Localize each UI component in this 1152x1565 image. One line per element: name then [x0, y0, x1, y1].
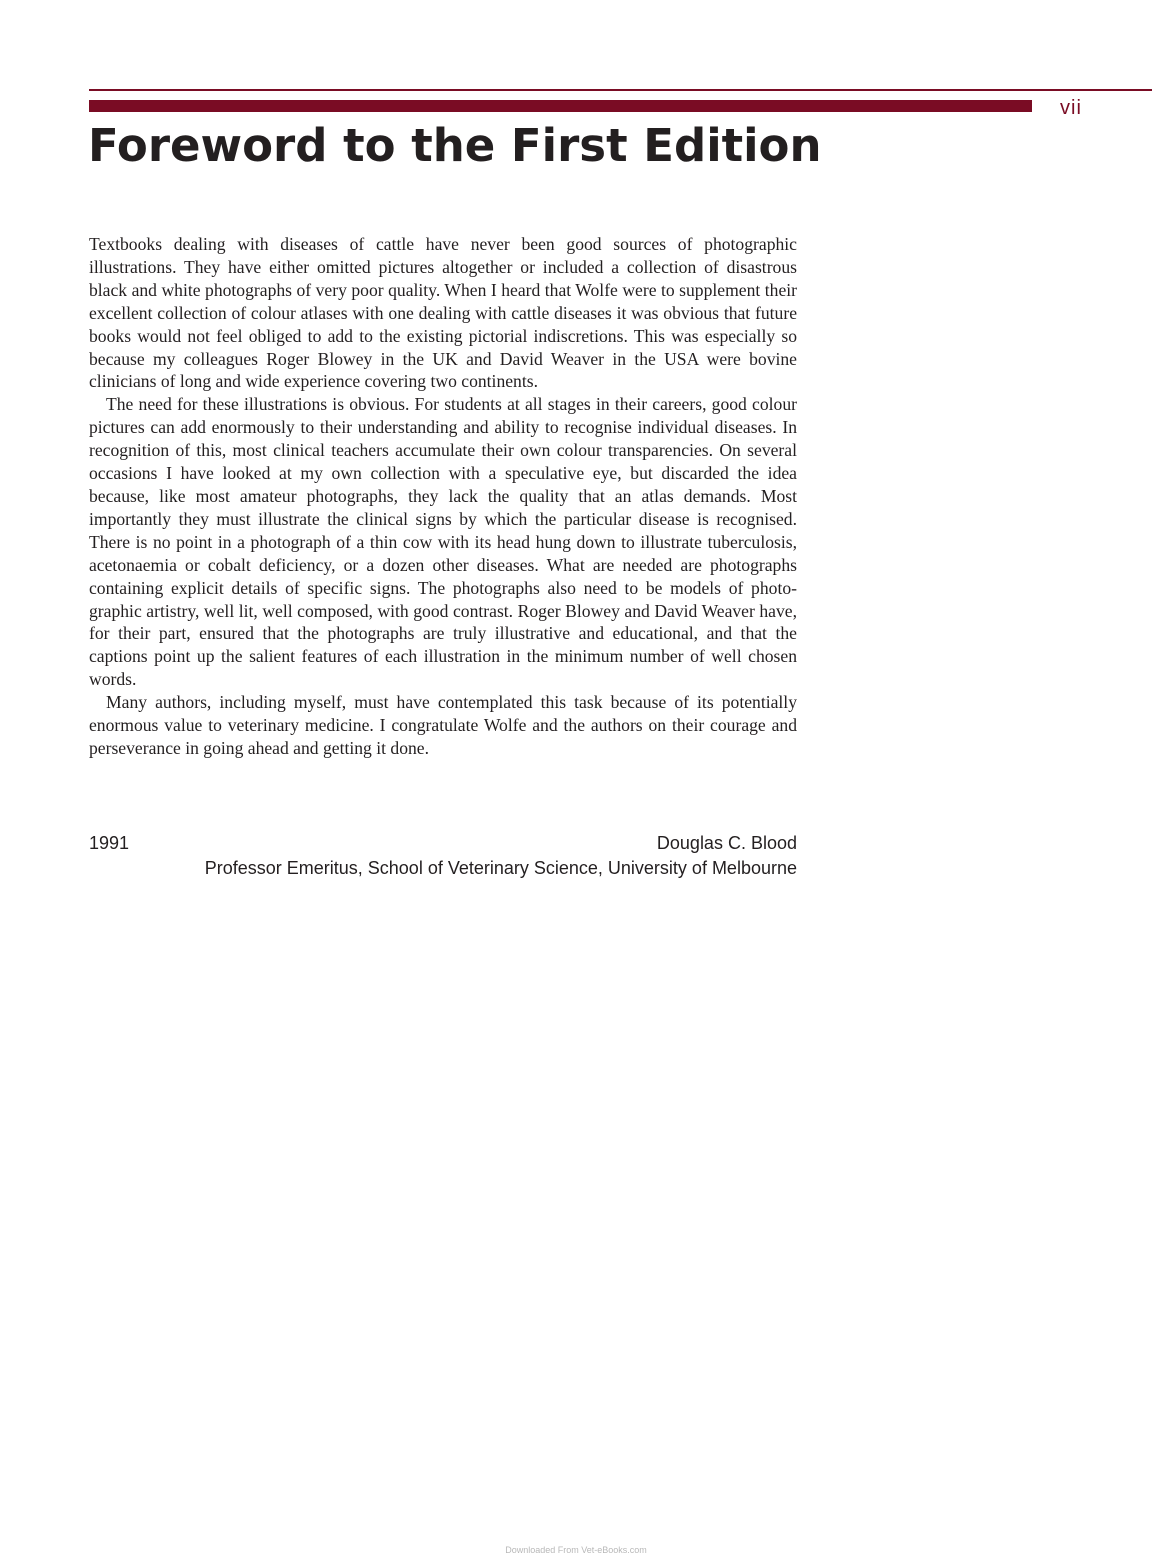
signature-block [89, 831, 797, 881]
paragraph-1: Textbooks dealing with diseases of cattle have never been good sources of photographic illustrations. They have either omitted pictures altogether or included a collection of disastrous black and white photographs of very poor quality. When I heard that Wolfe were to supplement their excellent collection of colour atlases with one dealing with cattle diseases it was obvious that future books would not feel obliged to add to the existing pictorial indiscretions. This was especially so because my colleagues Roger Blowey in the UK and David Weaver in the USA were bovine clinicians of long and wide experience covering two continents. [89, 234, 797, 392]
paragraph-3: Many authors, including myself, must have contemplated this task because of its potentially enormous value to veterinary medicine. I congratulate Wolfe and the authors on their courage and perseverance in going ahead and getting it done. [89, 692, 797, 758]
page-title: Foreword to the First Edition [88, 119, 822, 172]
paragraph-2: The need for these illustrations is obvious. For students at all stages in their careers, good colour pictures can add enormously to their understanding and ability to recognise individual diseases. In recognition of this, most clinical teachers accumulate their own colour transparencies. On several occasions I have looked at my own collection with a speculative eye, but discarded the idea because, like most amateur photographs, they lack the quality that an atlas demands. Most importantly they must illustrate the clinical signs by which the particular disease is recognised. There is no point in a photograph of a thin cow with its head hung down to illustrate tuberculosis, acetonaemia or cobalt deficiency, or a dozen other diseases. What are needed are photographs containing explicit details of specific signs. The photographs also need to be models of photographic artistry, well lit, well composed, with good contrast. Roger Blowey and David Weaver have, for their part, ensured that the photographs are truly illustrative and educational, and that the captions point up the salient features of each illustration in the minimum number of well chosen words. [89, 394, 797, 690]
signature-affiliation: Professor Emeritus, School of Veterinary Science, University of Melbourne [204, 858, 797, 878]
signature-author: Douglas C. Blood [656, 833, 797, 853]
header-rule-thick [89, 100, 1032, 112]
page-number: vii [1060, 97, 1082, 119]
signature-row [89, 831, 797, 856]
footer-download-note: Downloaded From Vet-eBooks.com [505, 1545, 647, 1555]
header-rule-thin [89, 89, 1152, 91]
foreword-body [89, 233, 797, 760]
signature-year: 1991 [89, 833, 130, 853]
